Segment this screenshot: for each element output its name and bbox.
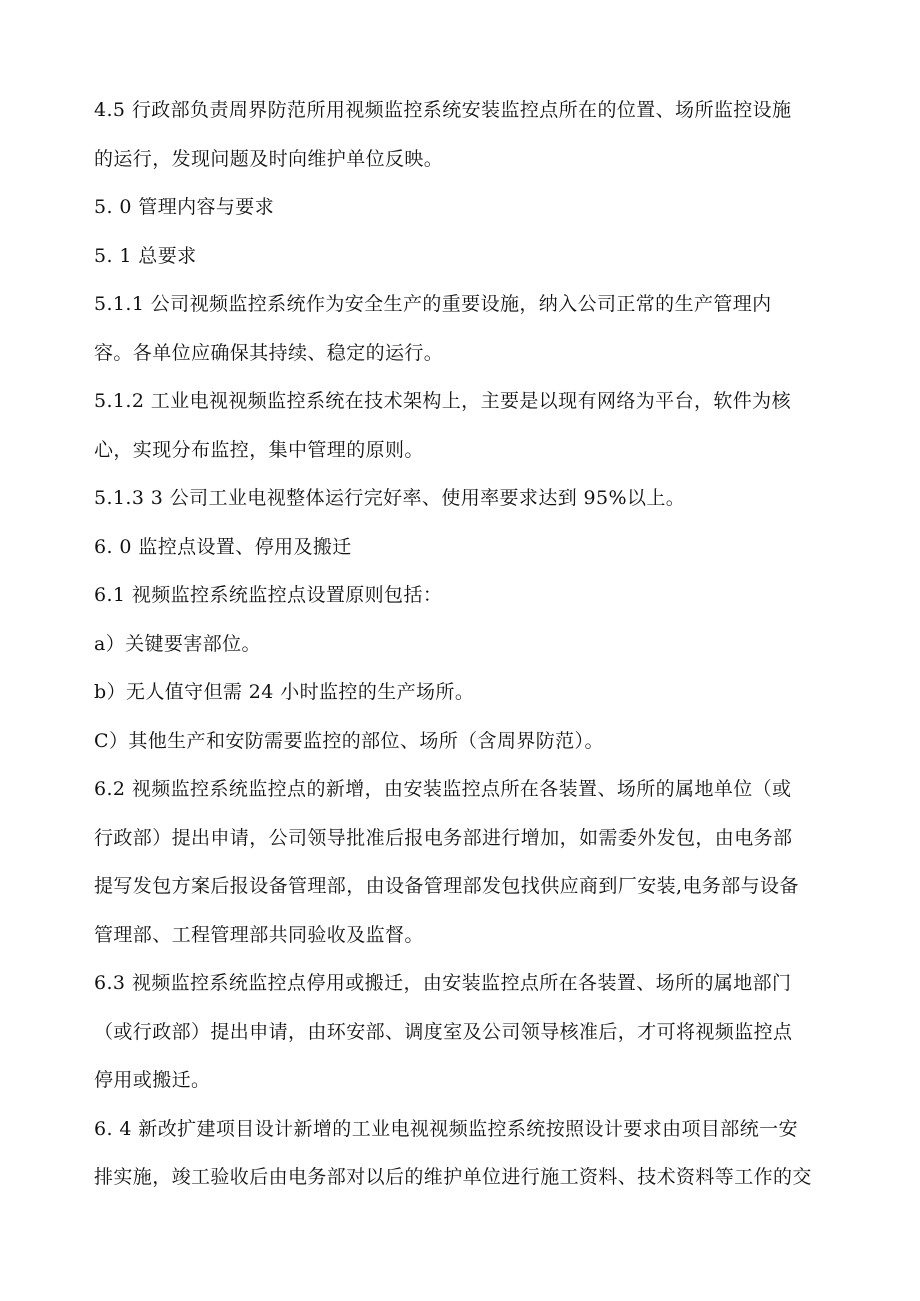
section-heading-5-1 <box>94 232 830 281</box>
text-line: a）关键要害部位。 <box>94 632 261 655</box>
section-heading-5-0 <box>94 183 830 232</box>
document-body <box>94 86 830 1202</box>
text-line: 停用或搬迁。 <box>94 1069 211 1091</box>
text-line: 5. 1 总要求 <box>94 244 197 267</box>
paragraph-6-2 <box>94 765 830 959</box>
paragraph-6-3 <box>94 959 830 1105</box>
text-line: 6. 4 新改扩建项目设计新增的工业电视视频监控系统按照设计要求由项目部统一安 <box>94 1117 798 1140</box>
list-item-b <box>94 668 830 717</box>
text-line: 提写发包方案后报设备管理部，由设备管理部发包找供应商到厂安装,电务部与设备 <box>94 875 799 897</box>
text-line: 5.1.3 3 公司工业电视整体运行完好率、使用率要求达到 95%以上。 <box>94 487 686 509</box>
list-item-a <box>94 620 830 669</box>
paragraph-6-4 <box>94 1105 830 1202</box>
text-line: b）无人值守但需 24 小时监控的生产场所。 <box>94 681 475 703</box>
text-line: 5. 0 管理内容与要求 <box>94 196 275 218</box>
text-line: （或行政部）提出申请，由环安部、调度室及公司领导核准后，才可将视频监控点 <box>94 1020 793 1043</box>
paragraph-4-5 <box>94 86 830 183</box>
text-line: 心，实现分布监控，集中管理的原则。 <box>94 438 424 461</box>
paragraph-6-1 <box>94 571 830 620</box>
text-line: 4.5 行政部负责周界防范所用视频监控系统安装监控点所在的位置、场所监控设施 <box>94 99 792 121</box>
text-line: C）其他生产和安防需要监控的部位、场所（含周界防范）。 <box>94 729 604 752</box>
text-line: 5.1.2 工业电视视频监控系统在技术架构上，主要是以现有网络为平台，软件为核 <box>94 390 791 412</box>
text-line: 的运行，发现问题及时向维护单位反映。 <box>94 147 444 170</box>
text-line: 6.3 视频监控系统监控点停用或搬迁，由安装监控点所在各装置、场所的属地部门 <box>94 972 792 994</box>
text-line: 行政部）提出申请，公司领导批准后报电务部进行增加，如需委外发包，由电务部 <box>94 826 793 849</box>
list-item-c <box>94 717 830 766</box>
text-line: 容。各单位应确保其持续、稳定的运行。 <box>94 341 444 364</box>
text-line: 6. 0 监控点设置、停用及搬迁 <box>94 535 352 558</box>
text-line: 6.2 视频监控系统监控点的新增，由安装监控点所在各装置、场所的属地单位（或 <box>94 778 792 800</box>
section-heading-6-0 <box>94 523 830 572</box>
text-line: 5.1.1 公司视频监控系统作为安全生产的重要设施，纳入公司正常的生产管理内 <box>94 293 772 315</box>
paragraph-5-1-2 <box>94 377 830 474</box>
text-line: 6.1 视频监控系统监控点设置原则包括： <box>94 584 443 606</box>
paragraph-5-1-1 <box>94 280 830 377</box>
text-line: 管理部、工程管理部共同验收及监督。 <box>94 923 424 946</box>
paragraph-5-1-3 <box>94 474 830 523</box>
text-line: 排实施，竣工验收后由电务部对以后的维护单位进行施工资料、技术资料等工作的交 <box>94 1166 812 1188</box>
